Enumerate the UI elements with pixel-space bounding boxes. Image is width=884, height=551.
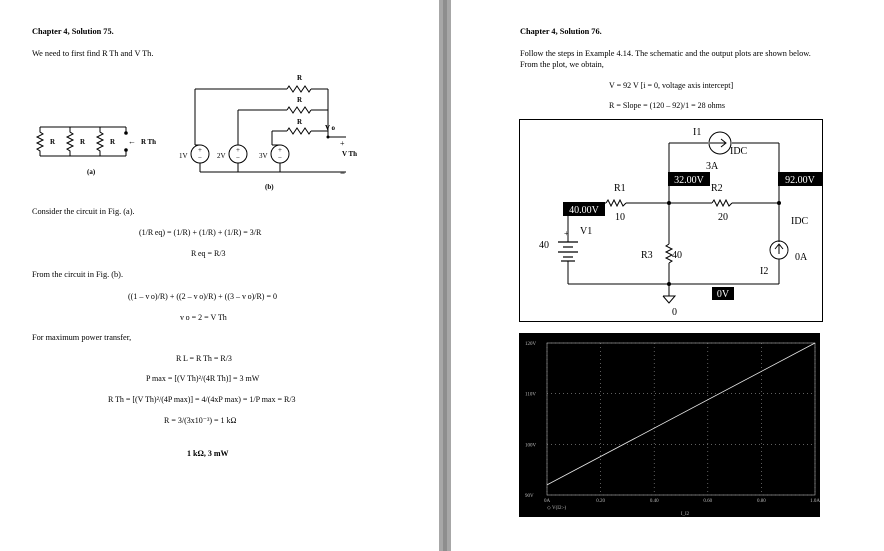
equation-r: R = Slope = (120 – 92)/1 = 28 ohms	[609, 101, 725, 110]
figure-b-circuit	[160, 72, 365, 192]
equation-1: (1/R eq) = (1/R) + (1/R) + (1/R) = 3/R	[139, 228, 262, 237]
node-32v-label: 32.00V	[674, 175, 704, 186]
plot-series-line	[547, 343, 815, 485]
fig-b-minus: −	[340, 168, 346, 178]
plot-legend: ◇ V(I2:-)	[547, 506, 567, 511]
intro-text: We need to first find R Th and V Th.	[32, 49, 154, 58]
intro-line-1: Follow the steps in Example 4.14. The schematic and the output plots are shown below.	[520, 49, 811, 58]
fig-b-vth: V Th	[342, 150, 358, 158]
plot-x-tick-label: 0.60	[703, 499, 713, 504]
equation-2: R eq = R/3	[191, 249, 226, 258]
plot-y-tick-label: 90V	[525, 494, 534, 499]
i1-idc-label: IDC	[730, 146, 748, 157]
pspice-schematic	[519, 119, 823, 322]
ground-label: 0	[672, 307, 677, 318]
r2-label: R2	[711, 183, 723, 194]
fig-a-arrow: ←	[128, 137, 136, 146]
fig-a-rth-label: R Th	[141, 138, 157, 146]
final-answer: 1 kΩ, 3 mW	[187, 449, 229, 458]
v1-plus: +	[564, 229, 569, 238]
output-plot-svg	[519, 333, 820, 517]
figure-b	[160, 72, 365, 192]
right-page	[451, 0, 884, 551]
svg-text:−: −	[236, 154, 240, 162]
fig-b-r-top: R	[297, 74, 303, 82]
fig-b-v1: 1V	[179, 152, 188, 160]
fig-b-vo: V o	[325, 124, 335, 132]
plot-x-tick-label: 1.0A	[810, 499, 820, 504]
node-92v-label: 92.00V	[785, 175, 815, 186]
figure-a-circuit	[30, 120, 160, 182]
plot-frame-rect	[547, 343, 815, 495]
fig-b-plus: +	[340, 139, 345, 148]
r3-label: R3	[641, 250, 653, 261]
r1-value: 10	[615, 212, 625, 223]
schematic-drawing	[520, 120, 822, 321]
i1-value: 3A	[706, 161, 719, 172]
equation-7: R Th = [(V Th)²/(4P max)] = 4/(4xP max) = 1/P max = R/3	[108, 395, 296, 404]
from-circuit-b-text: From the circuit in Fig. (b).	[32, 270, 124, 279]
i2-idc-label: IDC	[791, 216, 809, 227]
plot-x-tick-label: 0.20	[596, 499, 605, 504]
plot-x-tick-label: 0A	[543, 499, 551, 504]
v1-label: V1	[580, 226, 593, 237]
node-0v-label: 0V	[716, 289, 730, 300]
equation-v: V = 92 V [i = 0, voltage axis intercept]	[609, 81, 734, 90]
equation-3: ((1 – v o)/R) + ((2 – v o)/R) + ((3 – v o)/R) = 0	[128, 292, 277, 301]
svg-text:−: −	[278, 154, 282, 162]
plot-y-tick-label: 120V	[525, 342, 537, 347]
fig-a-r1: R	[50, 138, 56, 146]
i2-value: 0A	[795, 252, 808, 263]
fig-b-caption: (b)	[265, 183, 274, 191]
plot-x-tick-label: 0.40	[649, 499, 659, 504]
fig-a-r2: R	[80, 138, 86, 146]
fig-b-r-bot: R	[297, 118, 303, 126]
r2-value: 20	[718, 212, 728, 223]
fig-a-r3: R	[110, 138, 116, 146]
svg-text:−: −	[198, 154, 202, 162]
fig-a-caption: (a)	[87, 168, 96, 176]
node-40v-label: 40.00V	[569, 205, 599, 216]
svg-text:+: +	[236, 146, 240, 154]
consider-text: Consider the circuit in Fig. (a).	[32, 207, 135, 216]
plot-x-axis-label: I_I2	[680, 512, 690, 517]
max-power-text: For maximum power transfer,	[32, 333, 132, 342]
v1-value: 40	[539, 240, 549, 251]
left-page	[0, 0, 439, 551]
i2-label: I2	[760, 266, 769, 277]
figure-a	[30, 120, 160, 182]
svg-text:+: +	[278, 146, 282, 154]
r3-value: 40	[672, 250, 682, 261]
plot-y-tick-label: 110V	[525, 392, 536, 398]
fig-b-v2: 2V	[217, 152, 226, 160]
r1-label: R1	[614, 183, 626, 194]
equation-4: v o = 2 = V Th	[180, 313, 227, 322]
intro-line-2: From the plot, we obtain,	[520, 60, 604, 69]
equation-5: R L = R Th = R/3	[176, 354, 232, 363]
solution-76-title: Chapter 4, Solution 76.	[520, 27, 602, 36]
output-plot	[519, 333, 820, 517]
i1-label: I1	[693, 127, 702, 138]
equation-8: R = 3/(3x10⁻³) = 1 kΩ	[164, 416, 237, 425]
solution-75-title: Chapter 4, Solution 75.	[32, 27, 114, 36]
svg-text:+: +	[198, 146, 202, 154]
equation-6: P max = [(V Th)²/(4R Th)] = 3 mW	[146, 374, 260, 383]
plot-y-tick-label: 100V	[525, 443, 537, 449]
page-gutter	[443, 0, 447, 551]
fig-b-r-mid: R	[297, 96, 303, 104]
fig-b-v3: 3V	[259, 152, 268, 160]
plot-x-tick-label: 0.80	[757, 499, 766, 504]
